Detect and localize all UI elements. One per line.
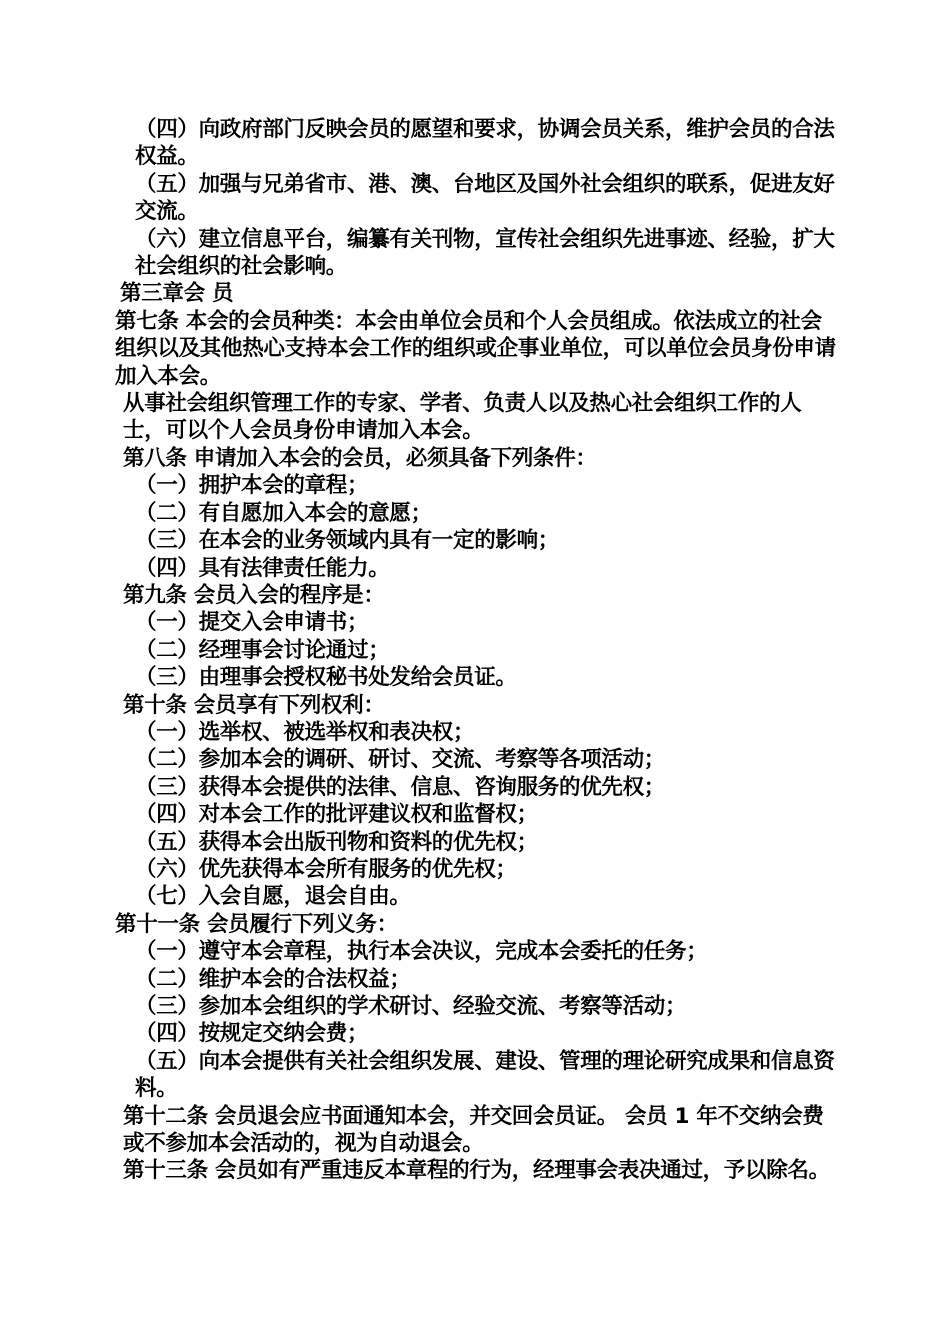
article-paragraph: 第十一条 会员履行下列义务： [115, 911, 398, 937]
list-item: （四）具有法律责任能力。 [135, 555, 390, 581]
list-item: （二）参加本会的调研、研讨、交流、考察等各项活动； [135, 747, 666, 773]
list-item: （三）获得本会提供的法律、信息、咨询服务的优先权； [135, 774, 666, 800]
chapter-heading: 第三章会 员 [120, 281, 234, 307]
article-paragraph: 第十三条 会员如有严重违反本章程的行为，经理事会表决通过，予以除名。 [123, 1158, 830, 1184]
article-paragraph: 第九条 会员入会的程序是： [123, 582, 385, 608]
paragraph: （五）加强与兄弟省市、港、澳、台地区及国外社会组织的联系，促进友好交流。 [135, 171, 835, 225]
list-item: （二）有自愿加入本会的意愿； [135, 500, 432, 526]
article-paragraph: 第十条 会员享有下列权利： [123, 692, 385, 718]
document-body [115, 116, 840, 1185]
paragraph: （六）建立信息平台，编纂有关刊物，宣传社会组织先进事迹、经验，扩大社会组织的社会影响。 [135, 226, 835, 280]
list-item: （五）获得本会出版刊物和资料的优先权； [135, 829, 538, 855]
list-item: （一）选举权、被选举权和表决权； [135, 719, 475, 745]
list-item: （四）对本会工作的批评建议权和监督权； [135, 802, 538, 828]
list-item: （三）参加本会组织的学术研讨、经验交流、考察等活动； [135, 994, 687, 1019]
list-item: （五）向本会提供有关社会组织发展、建设、管理的理论研究成果和信息资料。 [135, 1048, 835, 1102]
list-item: （三）由理事会授权秘书处发给会员证。 [135, 665, 517, 691]
paragraph: （四）向政府部门反映会员的愿望和要求，协调会员关系，维护会员的合法权益。 [135, 117, 835, 170]
list-item: （二）经理事会讨论通过； [135, 637, 390, 663]
article-paragraph: 第七条 本会的会员种类：本会由单位会员和个人会员组成。依法成立的社会组织以及其他热心支持本会工作的组织或企事业单位，可以单位会员身份申请加入本会。 [115, 308, 836, 389]
list-item: （七）入会自愿，退会自由。 [135, 884, 411, 910]
article-paragraph: 第十二条 会员退会应书面通知本会，并交回会员证。 会员 1 年不交纳会费或不参加本会活动的，视为自动退会。 [123, 1103, 824, 1157]
list-item: （一）遵守本会章程，执行本会决议，完成本会委托的任务； [135, 939, 708, 965]
list-item: （二）维护本会的合法权益； [135, 966, 411, 992]
list-item: （六）优先获得本会所有服务的优先权； [135, 856, 517, 882]
list-item: （一）拥护本会的章程； [135, 473, 369, 499]
paragraph: 从事社会组织管理工作的专家、学者、负责人以及热心社会组织工作的人士，可以个人会员身份申请加入本会。 [123, 391, 802, 444]
article-paragraph: 第八条 申请加入本会的会员，必须具备下列条件： [123, 445, 597, 471]
list-item: （一）提交入会申请书； [135, 610, 369, 636]
list-item: （四）按规定交纳会费； [135, 1021, 369, 1047]
list-item: （三）在本会的业务领域内具有一定的影响； [135, 528, 560, 554]
